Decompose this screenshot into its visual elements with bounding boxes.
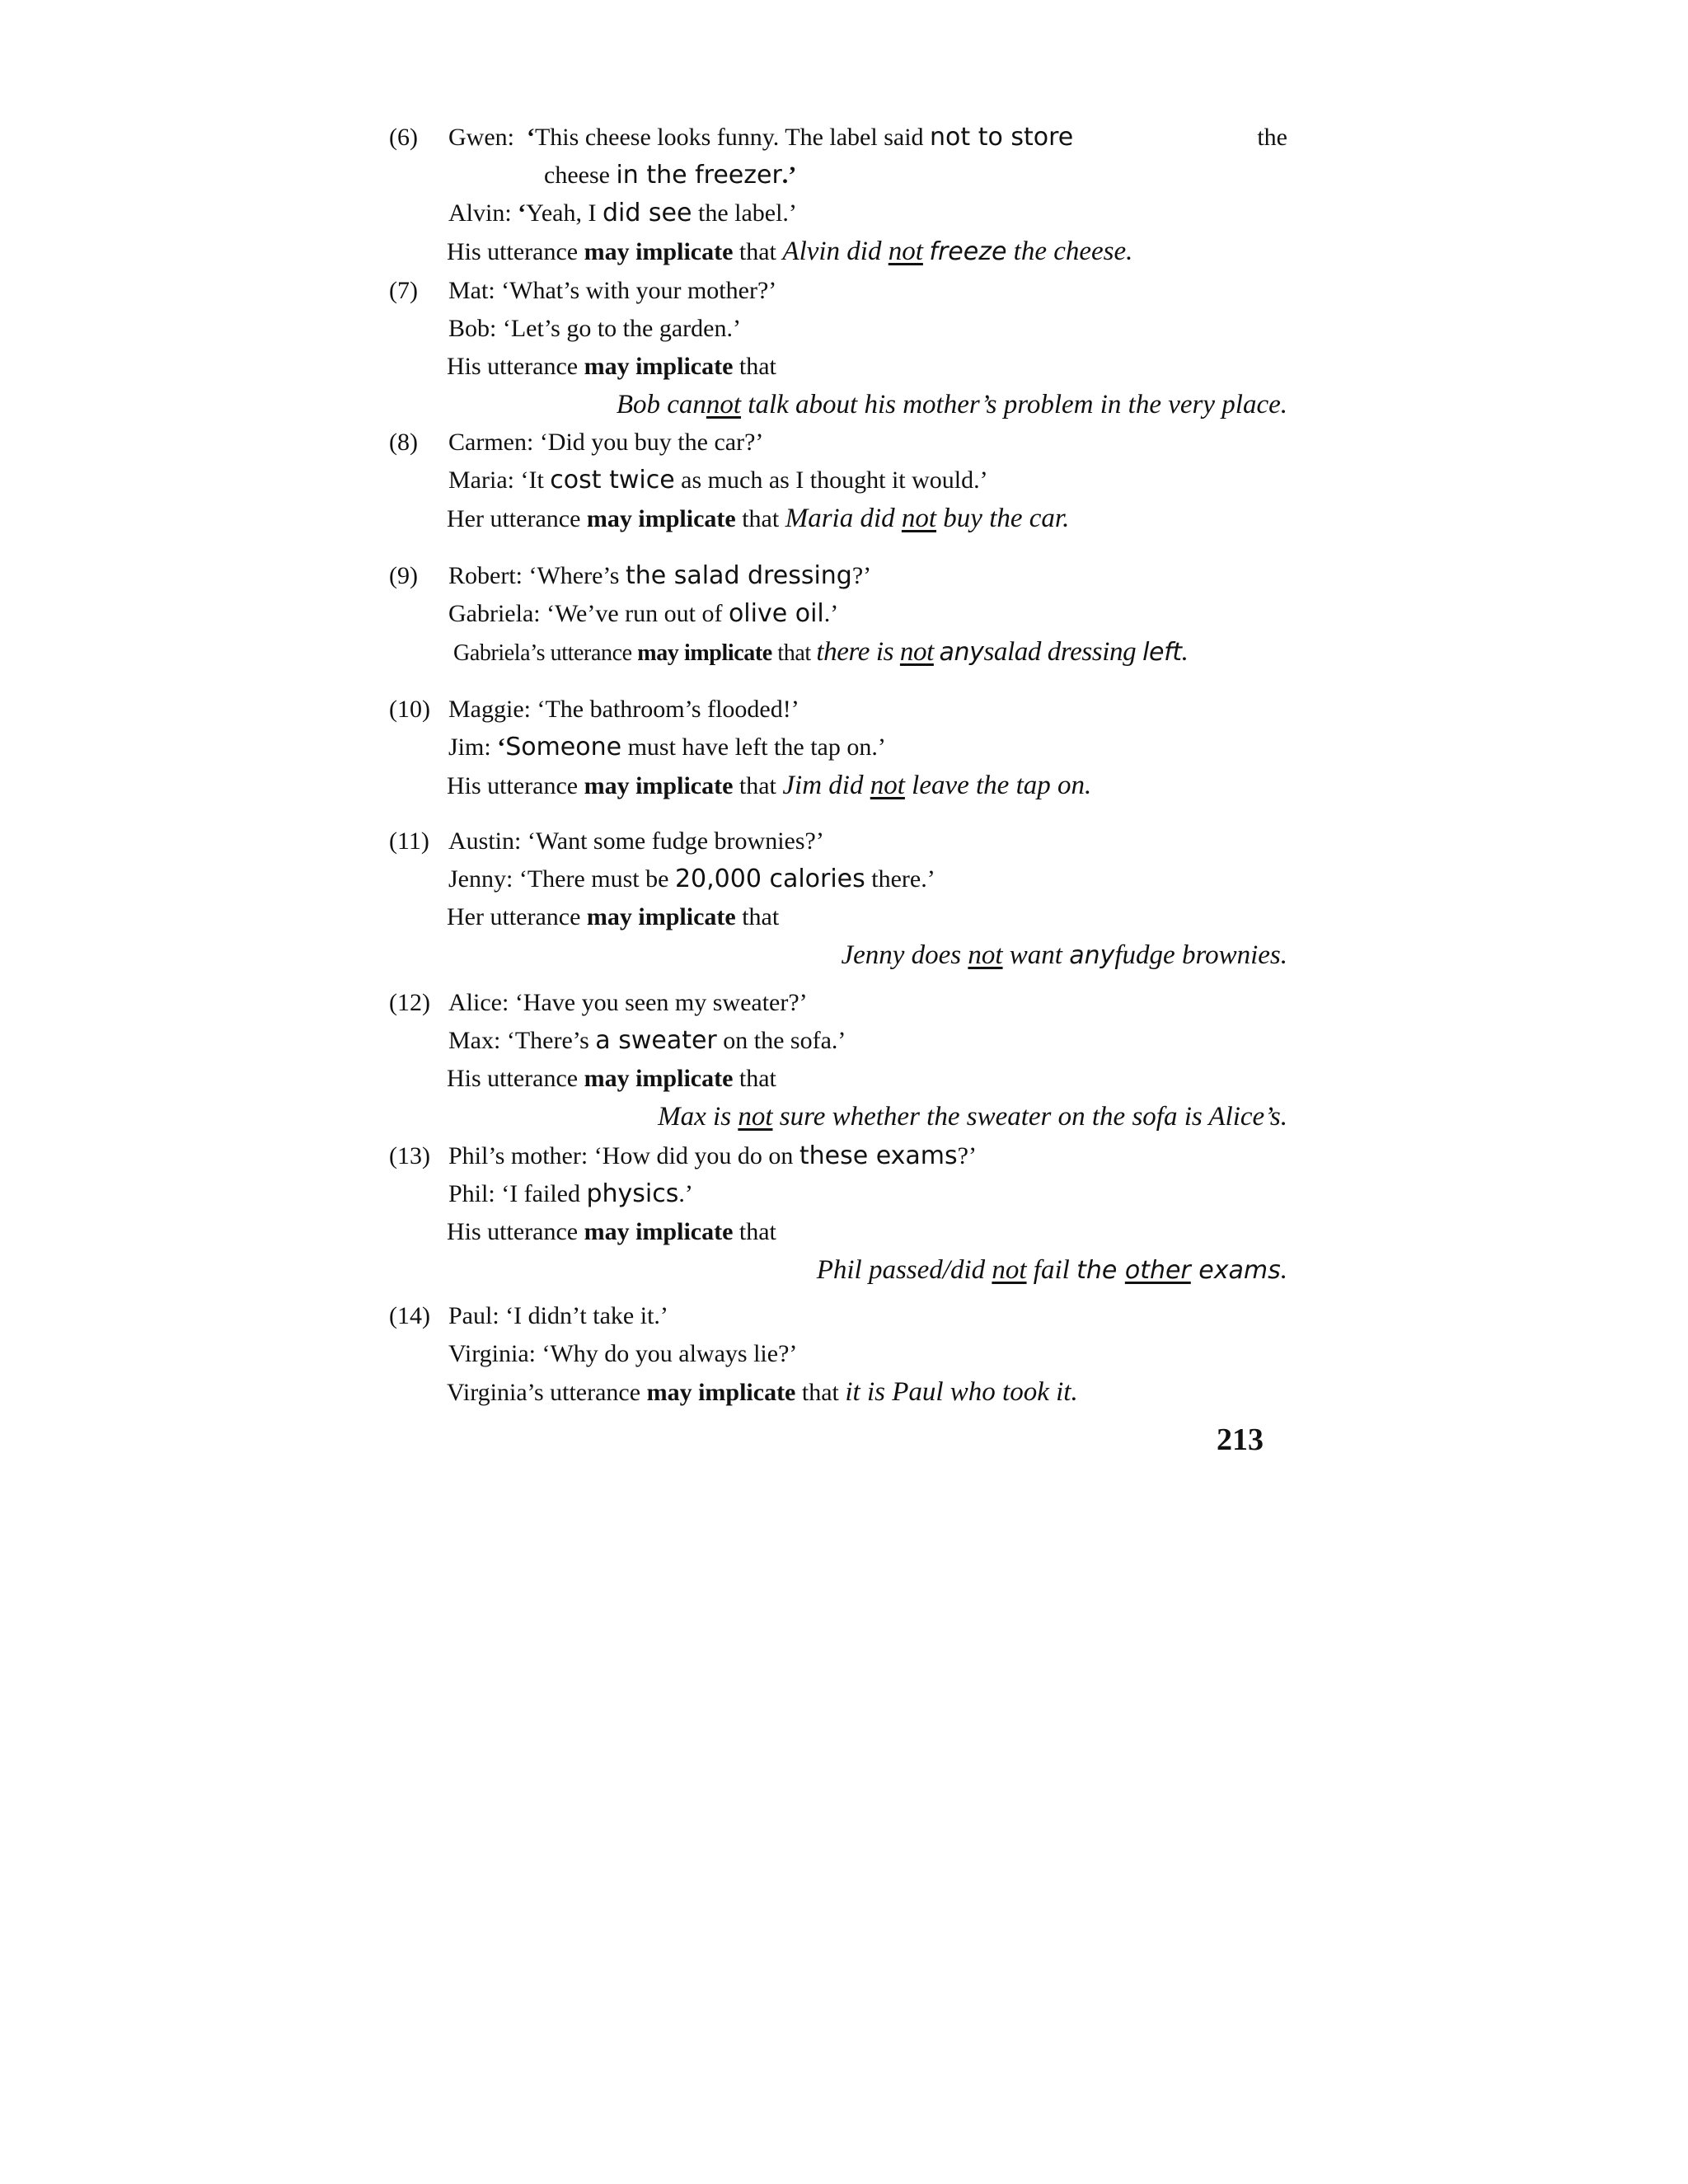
negation: not: [888, 237, 923, 266]
implicature-content: Phil passed/did not fail the other exams.: [816, 1255, 1287, 1285]
dialogue-line: Phil: ‘I failed physics.’: [448, 1179, 693, 1208]
speaker: Gabriela:: [448, 600, 541, 627]
dialogue-line: Carmen: ‘Did you buy the car?’: [448, 429, 764, 456]
speaker: Alvin:: [448, 199, 512, 227]
implicature-content: Jenny does not want anyfudge brownies.: [841, 940, 1287, 970]
implicature-line: Gabriela’s utterance may implicate that there is not anysalad dressing left.: [453, 637, 1189, 667]
implicature-line: His utterance may implicate that Jim did not leave the tap on.: [447, 771, 1092, 800]
dialogue-line: Maggie: ‘The bathroom’s flooded!’: [448, 696, 799, 723]
page-number: 213: [1217, 1422, 1264, 1457]
speaker: Robert:: [448, 562, 523, 589]
example-number: (14): [389, 1302, 430, 1329]
speaker: Phil:: [448, 1180, 495, 1207]
speaker: Carmen:: [448, 429, 534, 456]
negation: not: [899, 637, 934, 667]
dialogue-line: Alvin: ‘Yeah, I did see the label.’: [448, 199, 797, 227]
negation: not: [968, 940, 1003, 970]
speaker: Virginia:: [448, 1340, 536, 1367]
speaker: Mat:: [448, 277, 495, 304]
dialogue-line: Alice: ‘Have you seen my sweater?’: [448, 989, 808, 1016]
negation: not: [901, 504, 937, 533]
example-number: (9): [389, 562, 418, 589]
speaker: Jenny:: [448, 865, 513, 893]
negation: not: [706, 390, 742, 419]
example-number: (6): [389, 124, 418, 151]
dialogue-line: Paul: ‘I didn’t take it.’: [448, 1302, 668, 1329]
speaker: Maria:: [448, 466, 514, 494]
dialogue-line: Bob: ‘Let’s go to the garden.’: [448, 315, 741, 342]
dialogue-line: Phil’s mother: ‘How did you do on these exams?’: [448, 1141, 977, 1170]
speaker: Paul:: [448, 1302, 499, 1329]
implicature-line: Her utterance may implicate that: [447, 903, 780, 930]
example-number: (11): [389, 827, 429, 855]
implicature-line: His utterance may implicate that: [447, 1218, 776, 1245]
implicature-line: His utterance may implicate that: [447, 1065, 776, 1092]
implicature-content: Bob cannot talk about his mother’s problem in the very place.: [616, 390, 1287, 419]
example-number: (13): [389, 1142, 430, 1169]
dialogue-continuation: cheese in the freezer.’: [544, 161, 797, 190]
implicature-line: His utterance may implicate that: [447, 353, 776, 380]
speaker: Gwen:: [448, 124, 514, 151]
negation: not: [738, 1102, 773, 1132]
speaker: Maggie:: [448, 696, 531, 723]
dialogue-line: Max: ‘There’s a sweater on the sofa.’: [448, 1026, 846, 1055]
example-number: (7): [389, 277, 418, 304]
dialogue-line: Jim: ‘Someone must have left the tap on.’: [448, 733, 886, 762]
dialogue-line: Robert: ‘Where’s the salad dressing?’: [448, 561, 872, 590]
dialogue-line: Jenny: ‘There must be 20,000 calories there.’: [448, 865, 935, 893]
example-number: (10): [389, 696, 430, 723]
example-number: (8): [389, 429, 418, 456]
speaker: Jim:: [448, 733, 491, 761]
implicature-line: His utterance may implicate that Alvin did not freeze the cheese.: [447, 237, 1133, 266]
dialogue-line: Austin: ‘Want some fudge brownies?’: [448, 827, 824, 855]
implicature-line: Her utterance may implicate that Maria did not buy the car.: [447, 504, 1070, 533]
example-number: (12): [389, 989, 430, 1016]
dialogue-line: Virginia: ‘Why do you always lie?’: [448, 1340, 798, 1367]
implicature-content: Max is not sure whether the sweater on the sofa is Alice’s.: [658, 1102, 1287, 1132]
speaker: Austin:: [448, 827, 522, 855]
dialogue-line: Gwen: ‘This cheese looks funny. The label said not to store the: [448, 123, 1287, 152]
speaker: Bob:: [448, 315, 497, 342]
dialogue-line: Maria: ‘It cost twice as much as I thought it would.’: [448, 466, 988, 494]
dialogue-line: Gabriela: ‘We’ve run out of olive oil.’: [448, 599, 839, 628]
negation: not: [870, 771, 905, 800]
implicature-line: Virginia’s utterance may implicate that it is Paul who took it.: [447, 1377, 1078, 1407]
speaker: Alice:: [448, 989, 509, 1016]
dialogue-line: Mat: ‘What’s with your mother?’: [448, 277, 777, 304]
speaker: Max:: [448, 1027, 501, 1054]
speaker: Phil’s mother:: [448, 1142, 588, 1169]
negation: not: [992, 1255, 1027, 1285]
